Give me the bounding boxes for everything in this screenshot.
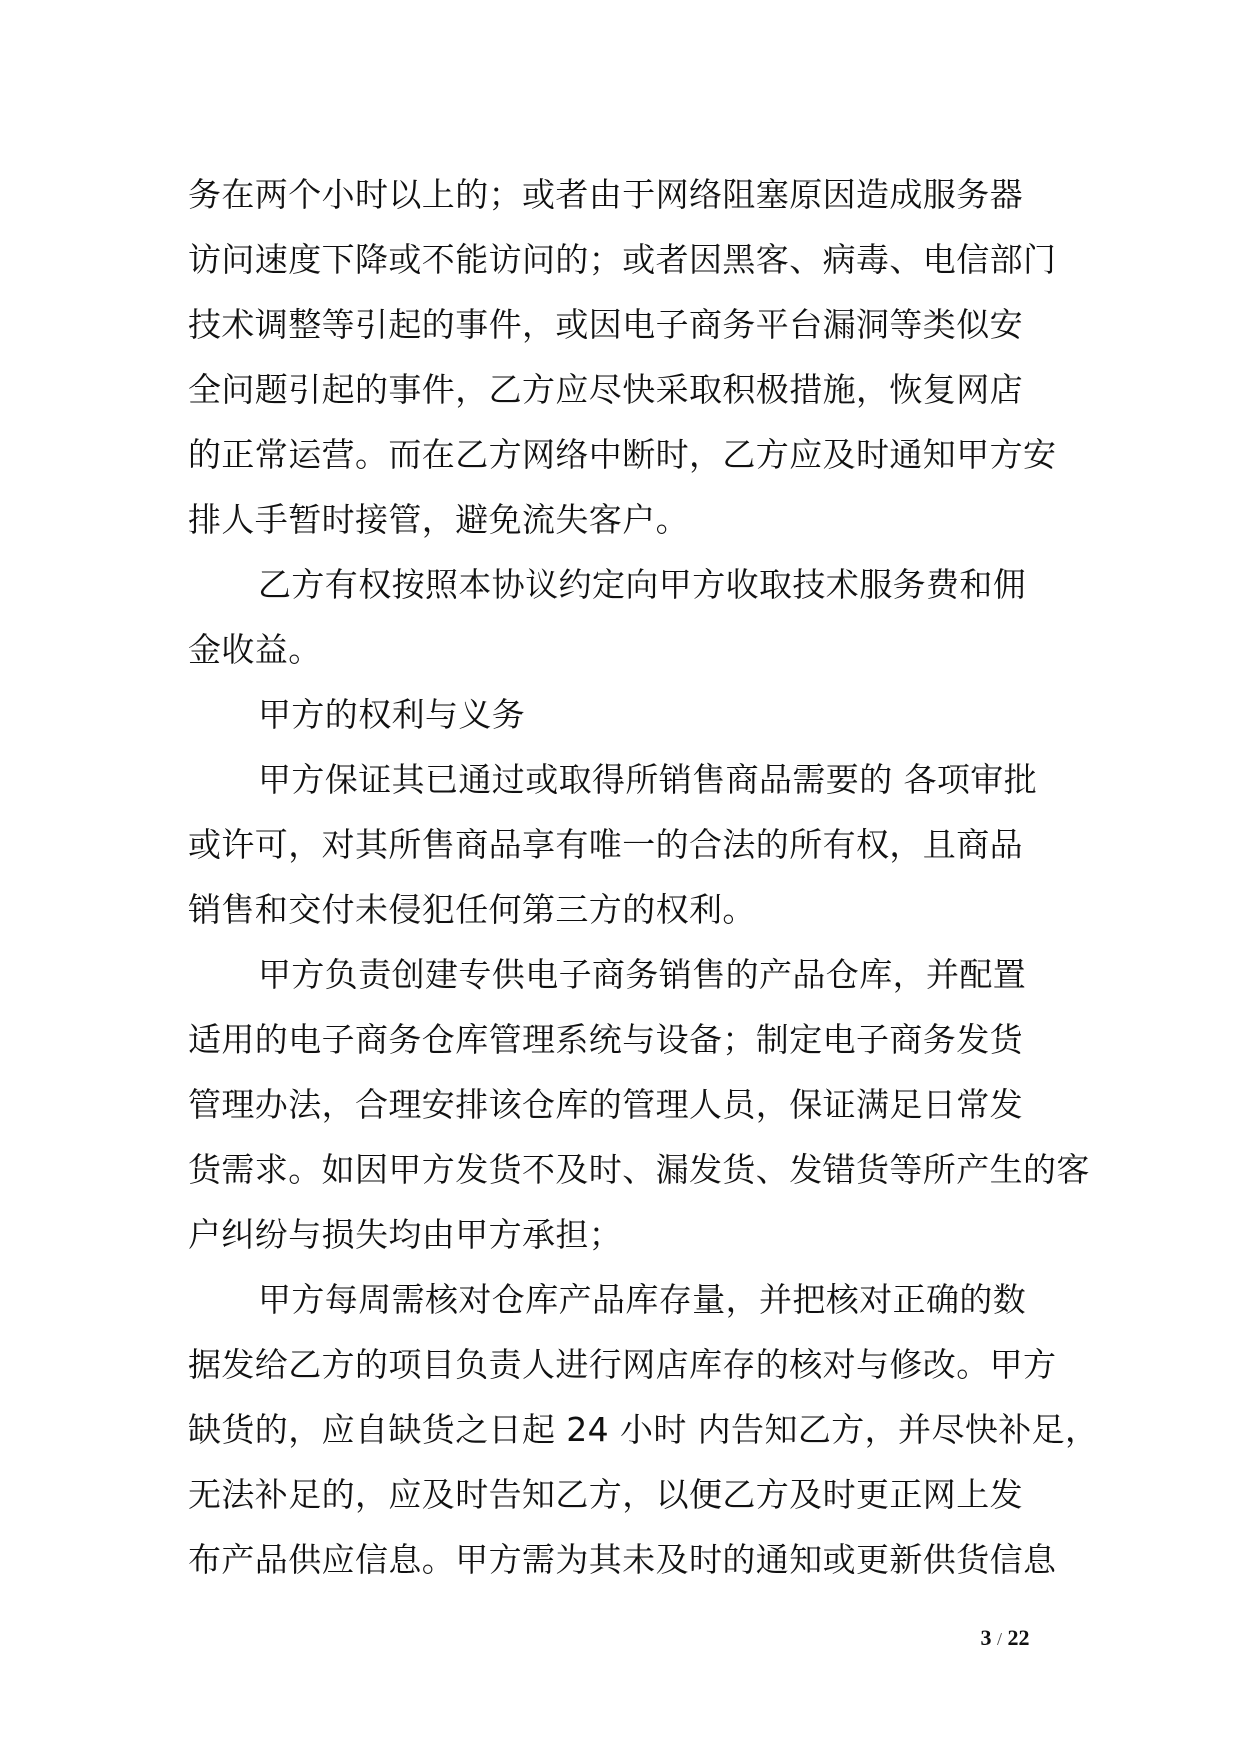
- text-line: 缺货的，应自缺货之日起 24 小时 内告知乙方，并尽快补足，: [188, 1410, 1099, 1449]
- text-line: 或许可，对其所售商品享有唯一的合法的所有权，且商品: [188, 825, 1023, 864]
- text-line: 货需求。如因甲方发货不及时、漏发货、发错货等所产生的客: [188, 1150, 1090, 1189]
- paragraph-start-line: 甲方每周需核对仓库产品库存量，并把核对正确的数: [258, 1280, 1027, 1319]
- text-line: 全问题引起的事件，乙方应尽快采取积极措施，恢复网店: [188, 370, 1023, 409]
- text-line: 务在两个小时以上的；或者由于网络阻塞原因造成服务器: [188, 175, 1023, 214]
- document-body: [188, 162, 1099, 1592]
- text-line: 适用的电子商务仓库管理系统与设备；制定电子商务发货: [188, 1020, 1023, 1059]
- text-line: 技术调整等引起的事件，或因电子商务平台漏洞等类似安: [188, 305, 1023, 344]
- paragraph-start-line: 乙方有权按照本协议约定向甲方收取技术服务费和佣: [258, 565, 1027, 604]
- text-line: 访问速度下降或不能访问的；或者因黑客、病毒、电信部门: [188, 240, 1057, 279]
- page-number: [960, 1625, 1050, 1651]
- section-heading: 甲方的权利与义务: [258, 695, 526, 734]
- paragraph-start-line: 甲方保证其已通过或取得所销售商品需要的 各项审批: [258, 760, 1038, 799]
- text-line: 排人手暂时接管，避免流失客户。: [188, 500, 689, 539]
- text-line: 的正常运营。而在乙方网络中断时，乙方应及时通知甲方安: [188, 435, 1057, 474]
- paragraph-start-line: 甲方负责创建专供电子商务销售的产品仓库，并配置: [258, 955, 1027, 994]
- text-line: 据发给乙方的项目负责人进行网店库存的核对与修改。甲方: [188, 1345, 1057, 1384]
- text-line: 金收益。: [188, 630, 322, 669]
- text-line: 无法补足的，应及时告知乙方，以便乙方及时更正网上发: [188, 1475, 1023, 1514]
- text-line: 布产品供应信息。甲方需为其未及时的通知或更新供货信息: [188, 1540, 1057, 1579]
- text-line: 管理办法，合理安排该仓库的管理人员，保证满足日常发: [188, 1085, 1023, 1124]
- total-page-count: 22: [1007, 1625, 1030, 1650]
- text-line: 户纠纷与损失均由甲方承担；: [188, 1215, 623, 1254]
- current-page-number: 3: [980, 1625, 992, 1650]
- text-line: 销售和交付未侵犯任何第三方的权利。: [188, 890, 756, 929]
- page-separator: /: [996, 1629, 1002, 1649]
